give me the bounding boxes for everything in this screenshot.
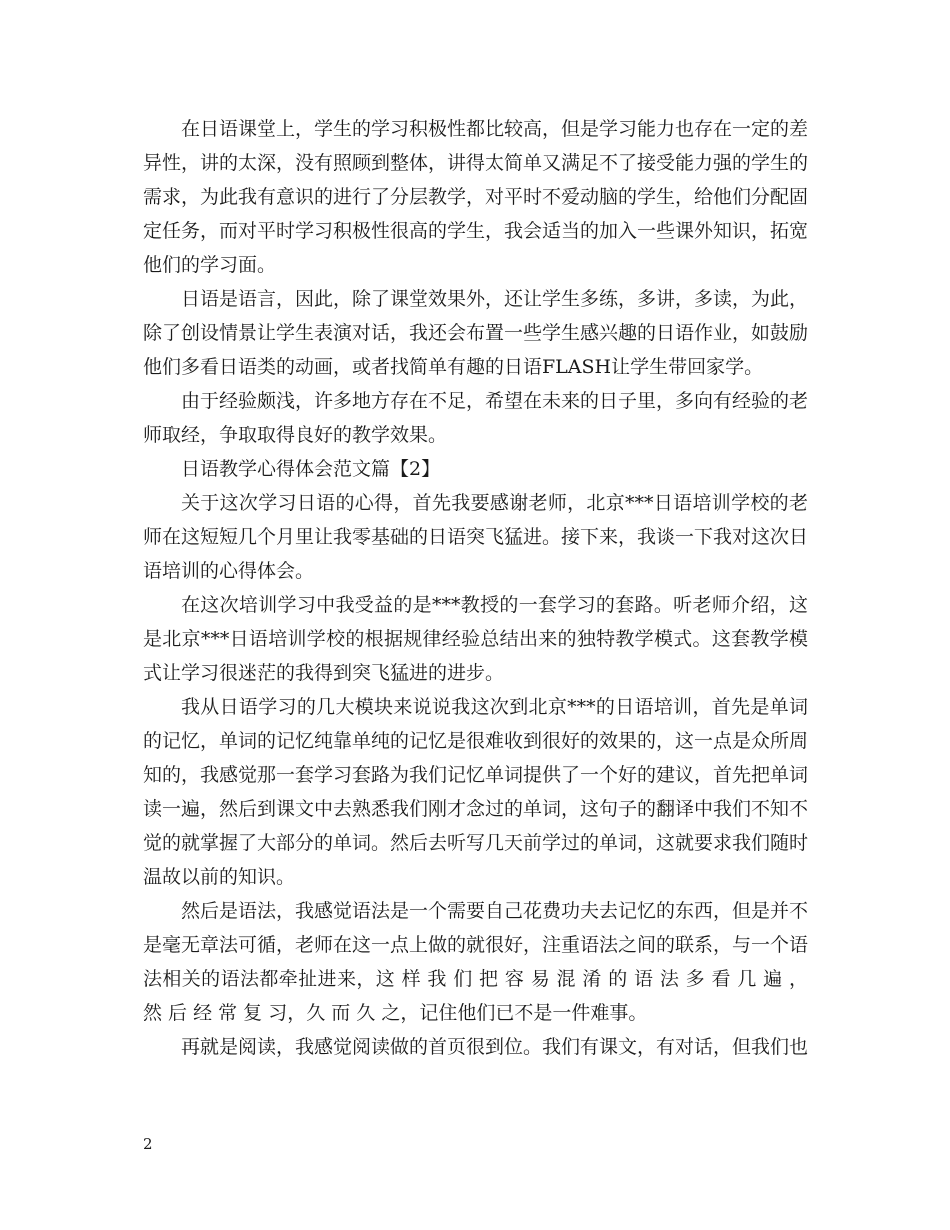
- paragraph-3: 由于经验颇浅，许多地方存在不足，希望在未来的日子里，多向有经验的老师取经，争取取得良好的教学效果。: [143, 390, 809, 446]
- section-heading: 日语教学心得体会范文篇【2】: [181, 458, 441, 480]
- paragraph-5: 在这次培训学习中我受益的是***教授的一套学习的套路。听老师介绍，这是北京***日语培训学校的根据规律经验总结出来的独特教学模式。这套教学模式让学习很迷茫的我得到突飞猛进的进步。: [143, 594, 808, 684]
- paragraph-6: 我从日语学习的几大模块来说说我这次到北京***的日语培训，首先是单词的记忆，单词的记忆纯靠单纯的记忆是很难收到很好的效果的，这一点是众所周知的，我感觉那一套学习套路为我们记忆单词提供了一个好的建议，首先把单词读一遍，然后到课文中去熟悉我们刚才念过的单词，这句子的翻译中我们不知不觉的就掌握了大部分的单词。然后去听写几天前学过的单词，这就要求我们随时温故以前的知识。: [143, 696, 809, 888]
- document-body: [143, 112, 808, 1064]
- paragraph-2: 日语是语言，因此，除了课堂效果外，还让学生多练，多讲，多读，为此，除了创设情景让学生表演对话，我还会布置一些学生感兴趣的日语作业，如鼓励他们多看日语类的动画，或者找简单有趣的日语FLASH让学生带回家学。: [143, 288, 809, 378]
- paragraph-7: 然后是语法，我感觉语法是一个需要自己花费功夫去记忆的东西，但是并不是毫无章法可循，老师在这一点上做的就很好，注重语法之间的联系，与一个语法相关的语法都牵扯进来，这 样 我 们 把 容 易 混 淆 的 语 法 多 看 几 遍 ，然 后 经 常 复 习，久 而 久 之，记住他们已不是一件难事。: [143, 900, 809, 1024]
- paragraph-1: 在日语课堂上，学生的学习积极性都比较高，但是学习能力也存在一定的差异性，讲的太深，没有照顾到整体，讲得太简单又满足不了接受能力强的学生的需求，为此我有意识的进行了分层教学，对平时不爱动脑的学生，给他们分配固定任务，而对平时学习积极性很高的学生，我会适当的加入一些课外知识，拓宽他们的学习面。: [143, 118, 809, 276]
- page-number: 2: [143, 1135, 153, 1153]
- paragraph-4: 关于这次学习日语的心得，首先我要感谢老师，北京***日语培训学校的老师在这短短几个月里让我零基础的日语突飞猛进。接下来，我谈一下我对这次日语培训的心得体会。: [143, 492, 809, 582]
- paragraph-8: 再就是阅读，我感觉阅读做的首页很到位。我们有课文，有对话，但我们也: [181, 1036, 809, 1058]
